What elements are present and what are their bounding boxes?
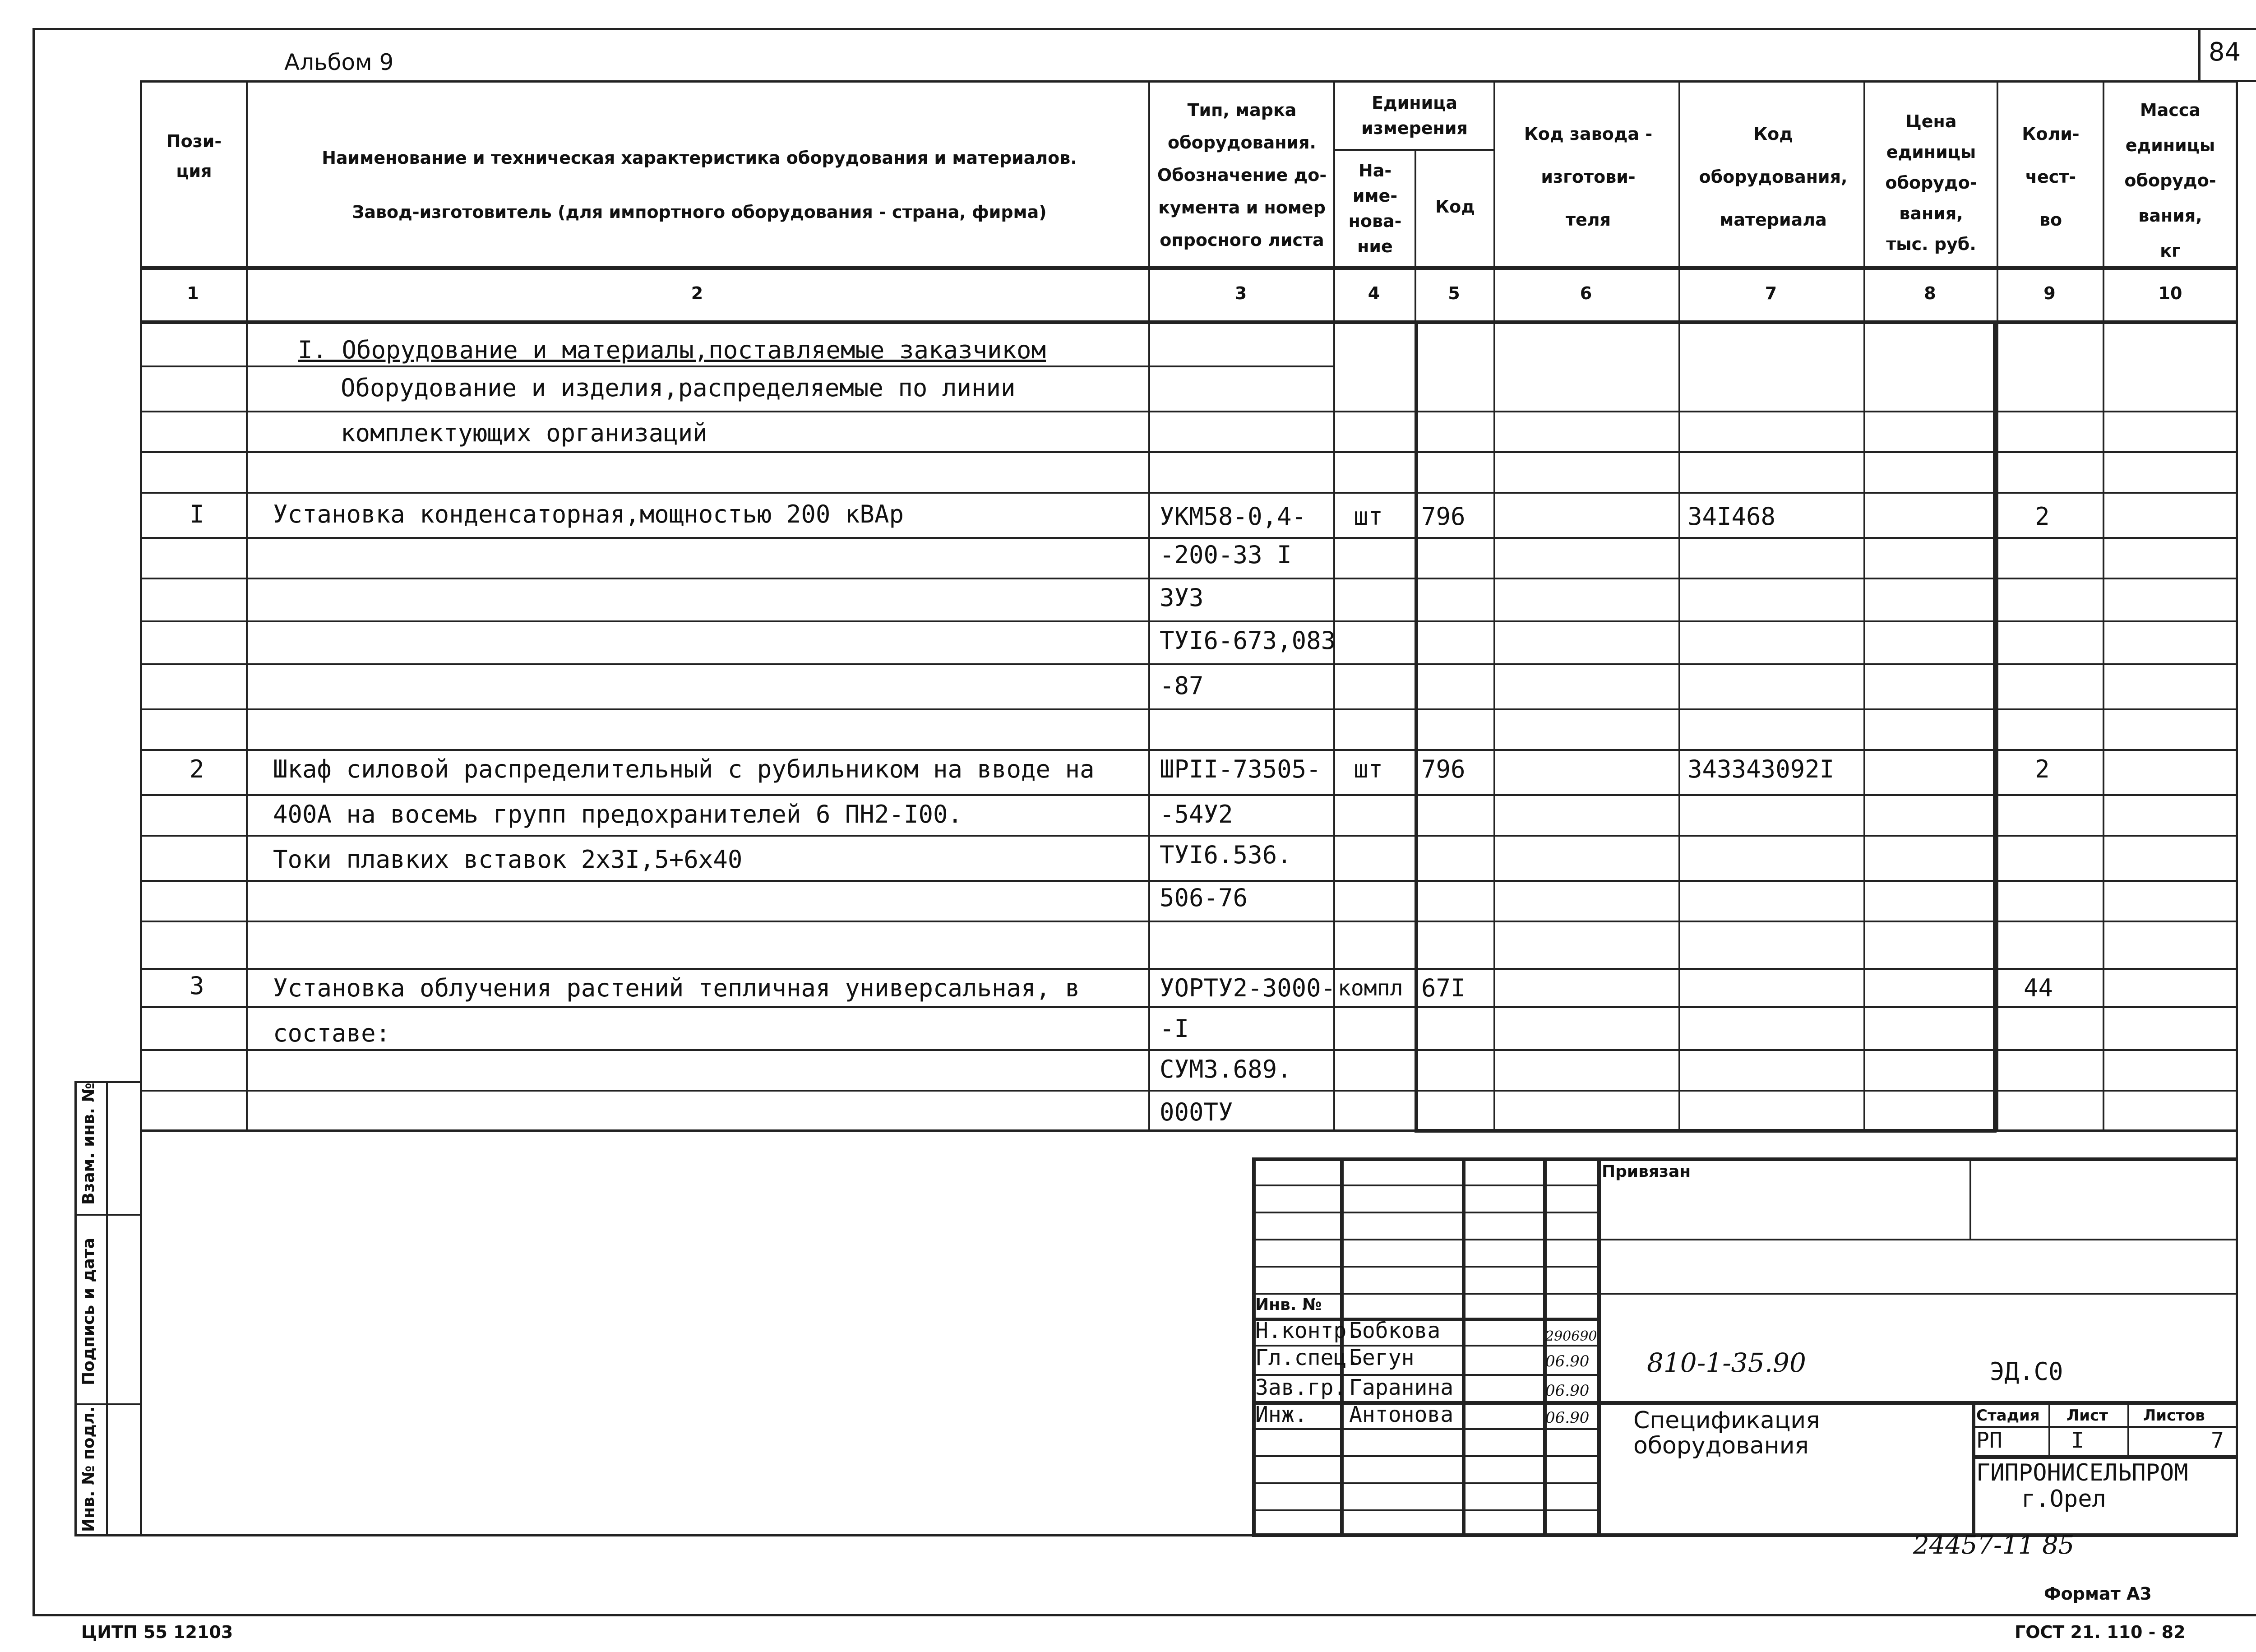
item-type-line: ШРII-73505- <box>1160 755 1321 783</box>
tb-date: 290690 <box>1545 1328 1597 1344</box>
tb-row <box>1252 1185 1597 1186</box>
tb-date: 06.90 <box>1545 1409 1590 1427</box>
col-number: 3 <box>1234 283 1247 303</box>
row-line <box>140 708 2238 710</box>
col-number: 2 <box>691 283 703 303</box>
tb-role: Инж. <box>1255 1402 1308 1427</box>
item-type-line: 3У3 <box>1160 583 1204 612</box>
item-type-line: 506-76 <box>1160 884 1248 912</box>
tb-date: 06.90 <box>1545 1382 1590 1400</box>
tb-sheets: 7 <box>2211 1428 2224 1453</box>
item-unit-code: 796 <box>1421 502 1465 531</box>
tb-role: Зав.гр. <box>1255 1375 1347 1400</box>
album-label: Альбом 9 <box>284 49 394 75</box>
tb-col <box>1462 1157 1465 1536</box>
tb-sheet: I <box>2071 1428 2084 1453</box>
item-qty: 2 <box>2035 502 2050 531</box>
col-line-1 <box>246 80 248 1132</box>
row-line <box>140 921 2238 922</box>
header-price: Цена единицы оборудо- вания, тыс. руб. <box>1885 111 1977 254</box>
row-line <box>140 492 2238 494</box>
tb-title: Спецификация оборудования <box>1633 1407 1820 1459</box>
item-name: Шкаф силовой распределительный с рубильником на вводе на <box>273 755 1095 783</box>
side-strip-line <box>74 1214 142 1216</box>
col-number: 7 <box>1765 283 1777 303</box>
item-unit: шт <box>1354 755 1383 783</box>
row-line <box>140 537 2238 539</box>
item-unit: шт <box>1354 502 1383 531</box>
item-type-line: -54У2 <box>1160 800 1233 828</box>
row-line <box>140 1090 2238 1092</box>
item-qty: 44 <box>2024 974 2053 1002</box>
side-strip-line <box>74 1403 142 1405</box>
footer-left: ЦИТП 55 12103 <box>81 1622 233 1642</box>
format-label: Формат А3 <box>2044 1584 2152 1604</box>
col-number: 6 <box>1580 283 1592 303</box>
tb-bottom <box>1252 1533 2238 1537</box>
tb-role: Гл.спец. <box>1255 1345 1360 1370</box>
tb-row <box>1972 1455 2238 1459</box>
col-line-2 <box>1148 80 1150 1132</box>
item-type-line: УКМ58-0,4- <box>1160 502 1307 531</box>
item-type-line: СУМ3.689. <box>1160 1055 1292 1083</box>
section-title: I. Оборудование и материалы,поставляемые заказчиком <box>298 336 1046 364</box>
col-number: 8 <box>1924 283 1936 303</box>
col-number: 1 <box>187 283 199 303</box>
tb-org: ГИПРОНИСЕЛЬПРОМ г.Орел <box>1976 1459 2188 1513</box>
col-line-8 <box>1997 80 1998 1132</box>
item-equip-code: 343343092I <box>1687 755 1835 783</box>
col-number: 10 <box>2158 283 2182 303</box>
archive-number: 24457-11 85 <box>1913 1531 2075 1560</box>
row-line <box>140 749 2238 751</box>
tb-row <box>1252 1509 1597 1511</box>
tb-date: 06.90 <box>1545 1352 1590 1370</box>
page-number: 84 <box>2209 37 2241 67</box>
tb-col <box>2127 1401 2129 1455</box>
item-type-line: ТУI6-673,083 <box>1160 626 1336 655</box>
header-qty: Коли- чест- во <box>2022 124 2080 230</box>
section-subtitle-1: Оборудование и изделия,распределяемые по линии <box>341 374 1016 402</box>
item-type-line: ТУI6.536. <box>1160 841 1292 869</box>
item-unit: компл <box>1338 976 1403 1001</box>
tb-col <box>1969 1157 1971 1239</box>
item-unit-code: 796 <box>1421 755 1465 783</box>
row-line <box>140 620 2238 622</box>
bold-body-frame <box>1415 320 1997 1133</box>
item-name: Установка конденсаторная,мощностью 200 кВАр <box>273 500 904 528</box>
row-line <box>140 968 2238 970</box>
tb-row <box>1252 1482 1597 1484</box>
header-unit-code: Код <box>1435 197 1475 217</box>
section-subtitle-2: комплектующих организаций <box>341 419 707 447</box>
tb-stage-label: Стадия <box>1976 1407 2040 1425</box>
side-label-replace: Взам. инв. № <box>79 1083 98 1205</box>
item-pos: 2 <box>190 755 204 783</box>
row-line <box>140 1049 2238 1051</box>
footer-right: ГОСТ 21. 110 - 82 <box>2015 1622 2186 1642</box>
row-line <box>140 451 2238 453</box>
tb-row <box>1252 1293 2238 1295</box>
tb-row <box>1252 1455 1597 1457</box>
item-pos: 3 <box>190 972 204 1000</box>
row-line <box>140 578 2238 579</box>
header-type: Тип, марка оборудования. Обозначение до- кумента и номер опросного листа <box>1157 100 1327 250</box>
side-label-signature: Подпись и дата <box>79 1238 98 1385</box>
item-name: Установка облучения растений тепличная универсальная, в <box>273 974 1080 1002</box>
tb-row <box>1252 1239 2238 1240</box>
tb-col <box>1972 1401 1975 1536</box>
header-unit-name: На- име- нова- ние <box>1348 161 1402 256</box>
tb-name: Бегун <box>1349 1345 1415 1370</box>
item-name: 400А на восемь групп предохранителей 6 ПН2-I00. <box>273 800 963 828</box>
tb-sheets-label: Листов <box>2143 1407 2205 1425</box>
header-name: Наименование и техническая характеристика оборудования и материалов. Завод-изготовитель (для импортного оборудования - страна, фирма) <box>322 148 1077 222</box>
header-pos: Пози- ция <box>166 131 222 181</box>
item-unit-code: 67I <box>1421 974 1465 1002</box>
tb-name: Бобкова <box>1349 1318 1441 1343</box>
header-equip-code: Код оборудования, материала <box>1699 124 1848 230</box>
tb-col <box>1597 1157 1601 1536</box>
tb-name: Антонова <box>1349 1402 1454 1427</box>
row-line <box>140 880 2238 882</box>
item-equip-code: 34I468 <box>1687 502 1776 531</box>
item-qty: 2 <box>2035 755 2050 783</box>
header-unit: Единица измерения <box>1361 93 1468 138</box>
item-pos: I <box>190 500 204 528</box>
row-line <box>140 794 2238 796</box>
tb-doc-code: 810-1-35.90 <box>1647 1347 1806 1378</box>
item-type-line: -I <box>1160 1014 1189 1043</box>
row-line <box>140 366 1333 367</box>
header-mass: Масса единицы оборудо- вания, кг <box>2124 100 2216 261</box>
tb-row <box>1252 1266 1597 1268</box>
tb-row <box>1252 1212 1597 1213</box>
tb-col <box>2048 1401 2050 1455</box>
row-line <box>140 663 2238 665</box>
item-type-line: -200-33 I <box>1160 541 1292 569</box>
tb-inv-label: Инв. № <box>1255 1296 1322 1314</box>
col-number: 5 <box>1448 283 1460 303</box>
header-bottom-line <box>140 266 2238 270</box>
tb-name: Гаранина <box>1349 1375 1454 1400</box>
tb-stage: РП <box>1976 1428 2002 1453</box>
row-line <box>140 411 2238 412</box>
item-type-line: 000ТУ <box>1160 1098 1233 1126</box>
col-number: 4 <box>1368 283 1380 303</box>
item-name: составе: <box>273 1019 391 1047</box>
tb-role: Н.контр. <box>1255 1318 1360 1343</box>
tb-sheet-label: Лист <box>2066 1407 2108 1425</box>
unit-split-line <box>1333 149 1493 151</box>
col-number: 9 <box>2043 283 2056 303</box>
side-strip-divider <box>106 1081 108 1536</box>
tb-privyazan: Привязан <box>1602 1162 1691 1181</box>
row-line <box>140 1006 2238 1008</box>
item-name: Токи плавких вставок 2х3I,5+6х40 <box>273 845 743 874</box>
item-type-line: -87 <box>1160 671 1204 700</box>
item-type-line: УОРТУ2-3000- <box>1160 974 1336 1002</box>
side-label-inventory: Инв. № подл. <box>79 1406 98 1532</box>
header-maker: Код завода - изготови- теля <box>1524 124 1653 230</box>
tb-doc-mark: ЭД.С0 <box>1990 1357 2063 1386</box>
col-line-9 <box>2103 80 2104 1132</box>
row-line <box>140 835 2238 837</box>
